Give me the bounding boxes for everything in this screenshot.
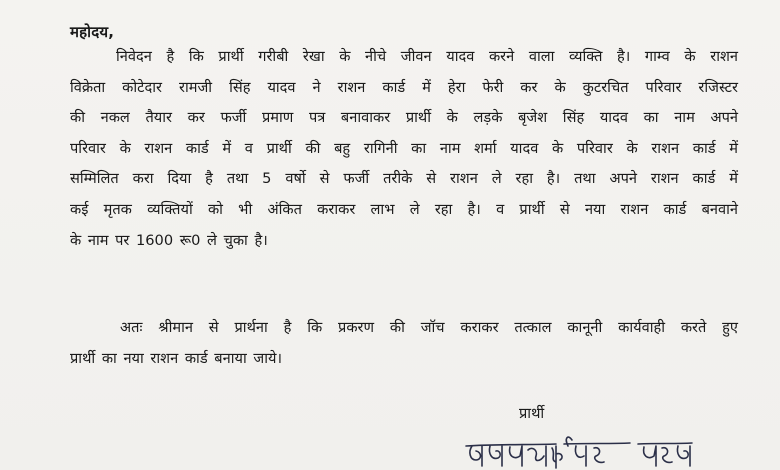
paragraph-line: कई मृतक व्यक्तियों को भी अंकित कराकर लाभ ले रहा है। व प्रार्थी से नया राशन कार्ड बनवाने [70,200,738,218]
paragraph-complaint [70,42,738,256]
paragraph-line: के नाम पर 1600 रू0 ले चुका है। [70,231,268,249]
paragraph-line: की नकल तैयार कर फर्जी प्रमाण पत्र बनावाकर प्रार्थी के लड़के बृजेश सिंह यादव का नाम अपने [70,109,738,127]
salutation: महोदय, [70,23,115,41]
paragraph-line: निवेदन है कि प्रार्थी गरीबी रेखा के नीचे जीवन यादव करने वाला व्यक्ति है। गाम्व के राशन [116,48,738,65]
paragraph-line: अतः श्रीमान से प्रार्थना है कि प्रकरण की जॉच कराकर तत्काल कानूनी कार्यवाही करते हुए [120,319,738,336]
paragraph-line: सम्मिलित करा दिया है तथा 5 वर्षो से फर्जी तरीके से राशन ले रहा है। तथा अपने राशन कार्ड में [70,170,738,188]
applicant-label: प्रार्थी [519,405,545,422]
paragraph-line: प्रार्थी का नया राशन कार्ड बनाया जाये। [70,349,282,367]
paragraph-line: विक्रेता कोटेदार रामजी सिंह यादव ने राशन कार्ड में हेरा फेरी कर के कुटरचित परिवार रजिस्टर [70,78,738,96]
paragraph-request [70,313,738,374]
paragraph-line: परिवार के राशन कार्ड में व प्रार्थी की बहु रागिनी का नाम शर्मा यादव के परिवार के राशन कार्ड में [70,139,738,157]
handwritten-signature [460,432,700,470]
